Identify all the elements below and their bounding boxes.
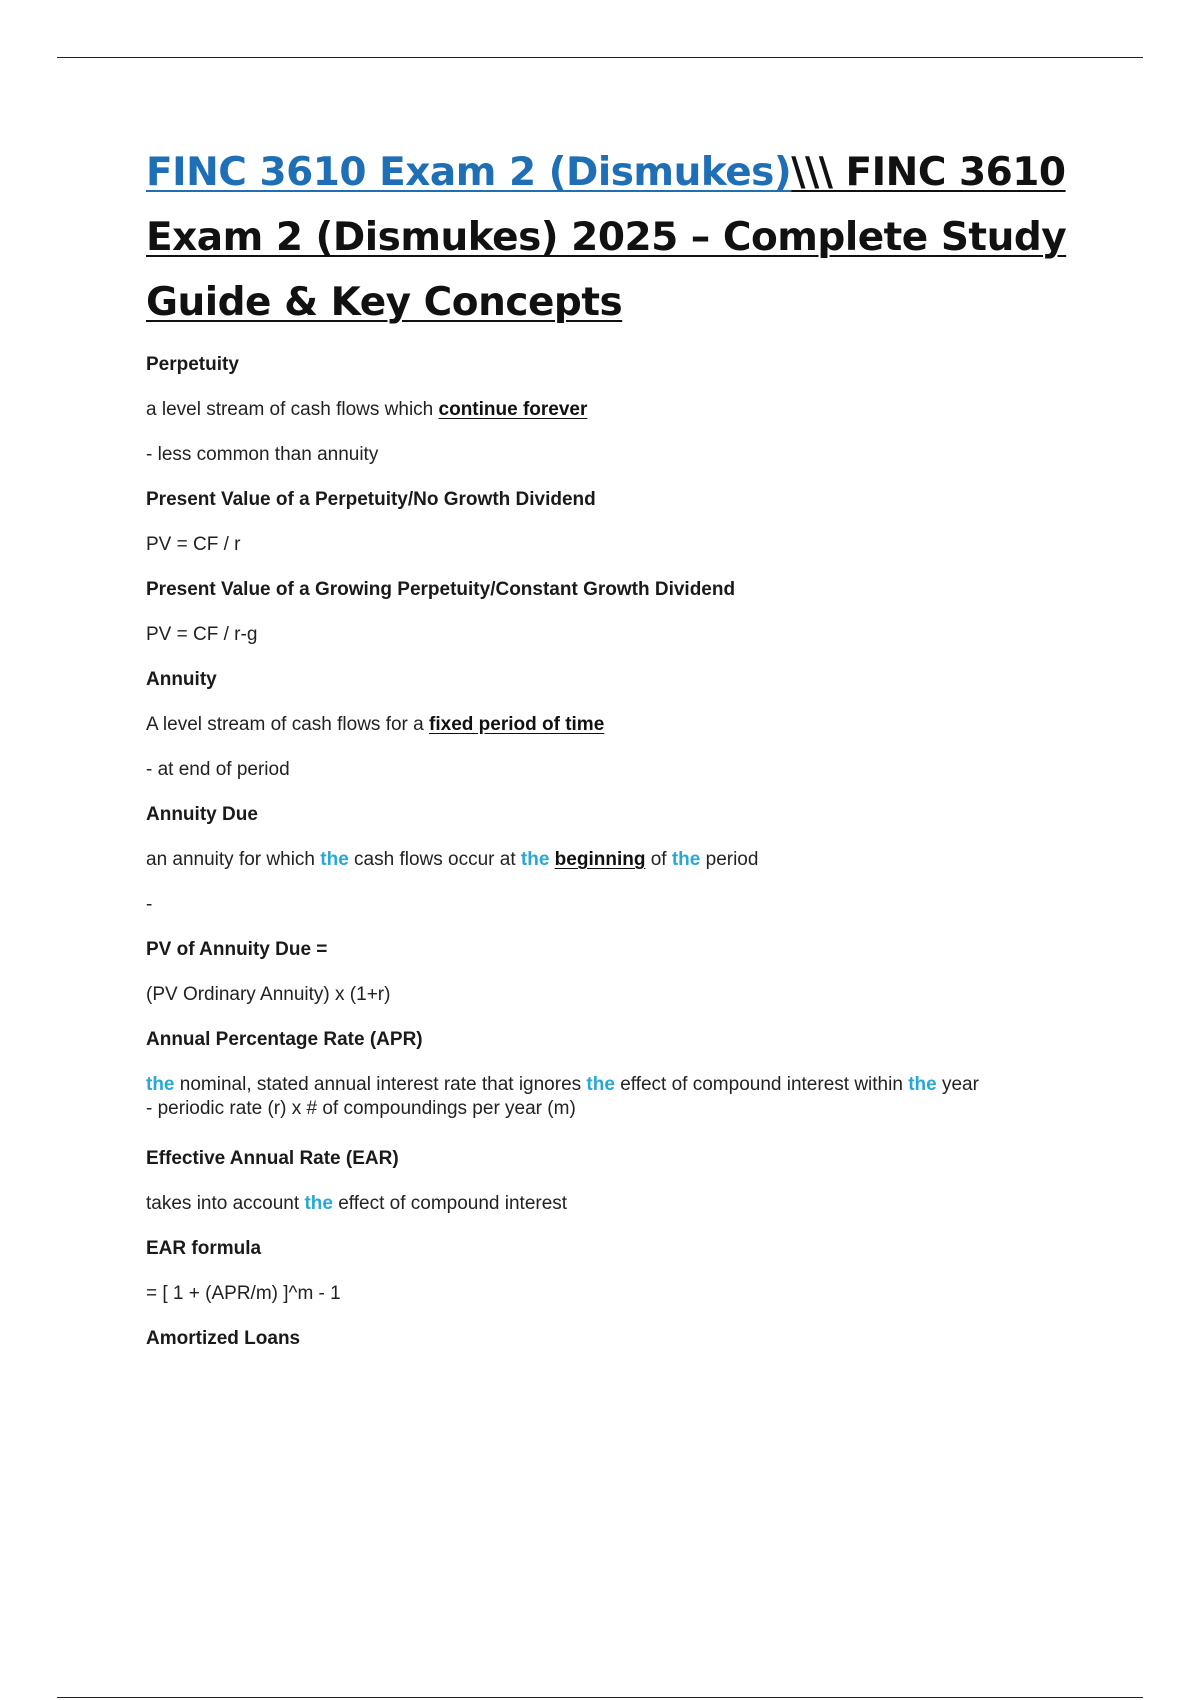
def-pv-perpetuity: PV = CF / r: [146, 534, 241, 555]
def-annuity-due-emphasis: beginning: [554, 849, 646, 870]
note-annuity-due: -: [146, 894, 153, 915]
highlight-the: the: [908, 1074, 937, 1095]
def-annuity-due-text: an annuity for which: [146, 849, 321, 870]
note-perpetuity: - less common than annuity: [146, 444, 379, 465]
term-amortized-loans: Amortized Loans: [146, 1328, 301, 1349]
highlight-the: the: [146, 1074, 175, 1095]
title-link[interactable]: FINC 3610 Exam 2 (Dismukes): [146, 150, 792, 195]
top-rule: [57, 57, 1143, 58]
def-annuity-text: A level stream of cash flows for a: [146, 714, 430, 735]
highlight-the: the: [586, 1074, 615, 1095]
def-annuity-due-text: of: [645, 849, 672, 870]
def-perpetuity-emphasis: continue forever: [438, 399, 588, 420]
def-annuity-due: [146, 848, 1086, 893]
term-annuity: Annuity: [146, 669, 217, 690]
note-annuity: - at end of period: [146, 759, 290, 780]
def-ear: [146, 1192, 1086, 1237]
def-apr: [146, 1073, 1086, 1147]
term-pv-perpetuity: Present Value of a Perpetuity/No Growth Dividend: [146, 489, 596, 510]
term-pv-growing-perpetuity: Present Value of a Growing Perpetuity/Constant Growth Dividend: [146, 579, 736, 600]
highlight-the: the: [320, 849, 349, 870]
def-pv-annuity-due: (PV Ordinary Annuity) x (1+r): [146, 984, 391, 1005]
term-perpetuity: Perpetuity: [146, 354, 239, 375]
term-apr: Annual Percentage Rate (APR): [146, 1029, 423, 1050]
highlight-the: the: [520, 849, 550, 870]
def-apr-text: year: [936, 1074, 979, 1095]
def-pv-growing-perpetuity: PV = CF / r-g: [146, 624, 258, 645]
def-perpetuity: [146, 398, 1086, 443]
highlight-the: the: [304, 1193, 333, 1214]
def-ear-formula: = [ 1 + (APR/m) ]^m - 1: [146, 1283, 341, 1304]
def-ear-text: takes into account: [146, 1193, 305, 1214]
term-annuity-due: Annuity Due: [146, 804, 258, 825]
highlight-the: the: [671, 849, 701, 870]
def-annuity-due-text: cash flows occur at: [348, 849, 521, 870]
def-ear-text: effect of compound interest: [332, 1193, 568, 1214]
def-annuity-due-text: period: [700, 849, 759, 870]
def-apr-line2: - periodic rate (r) x # of compoundings per year (m): [146, 1098, 576, 1119]
def-annuity: [146, 713, 1086, 758]
term-ear-formula: EAR formula: [146, 1238, 262, 1259]
def-perpetuity-text: a level stream of cash flows which: [146, 399, 439, 420]
bottom-rule: [57, 1697, 1143, 1698]
def-apr-text: nominal, stated annual interest rate that ignores: [174, 1074, 587, 1095]
title-rest: \\\ FINC 3610 Exam 2 (Dismukes) 2025 – Complete Study Guide & Key Concepts: [146, 150, 1067, 325]
term-ear: Effective Annual Rate (EAR): [146, 1148, 399, 1169]
def-apr-text: effect of compound interest within: [614, 1074, 909, 1095]
document-title: [146, 140, 1086, 335]
term-pv-annuity-due: PV of Annuity Due =: [146, 939, 328, 960]
def-annuity-emphasis: fixed period of time: [429, 714, 605, 735]
document-body: [146, 140, 1086, 1372]
